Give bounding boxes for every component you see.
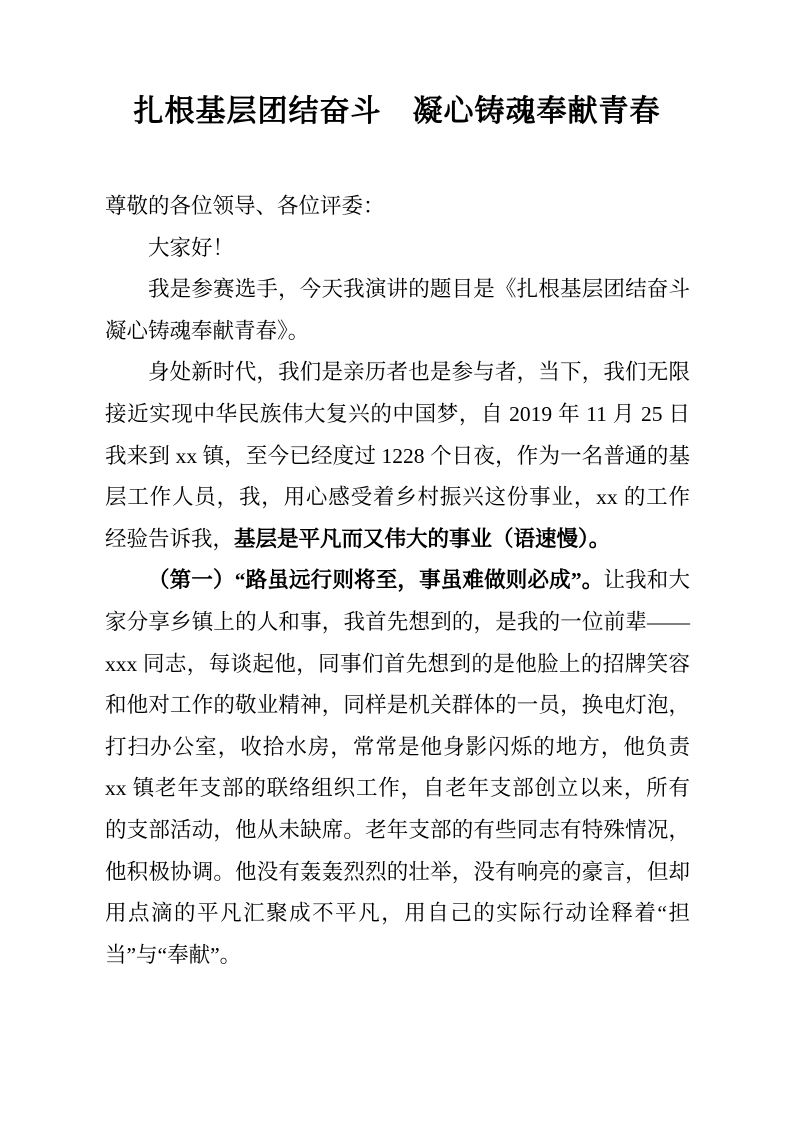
paragraph — [105, 186, 690, 228]
document-body — [0, 186, 794, 976]
paragraph — [105, 560, 690, 976]
text-run: 我是参赛选手，今天我演讲的题目是《扎根基层团结奋斗 凝心铸魂奉献青春》。 — [105, 277, 690, 343]
document-title: 扎根基层团结奋斗 凝心铸魂奉献青春 — [133, 95, 661, 128]
text-run: 基层是平凡而又伟大的事业（语速慢）。 — [234, 526, 611, 551]
text-run: 让我和大家分享乡镇上的人和事，我首先想到的，是我的一位前辈——xxx 同志，每谈起他，同事们首先想到的是他脸上的招牌笑容和他对工作的敬业精神，同样是机关群体的一员，换电灯泡，打扫办公室，收拾水房，常常是他身影闪烁的地方，他负责 xx 镇老年支部的联络组织工作，自老年支部创立以来，所有的支部活动，他从未缺席。老年支部的有些同志有特殊情况，他积极协调。他没有轰轰烈烈的壮举，没有响亮的豪言，但却用点滴的平凡汇聚成不平凡，用自己的实际行动诠释着“担当”与“奉献”。 — [105, 568, 690, 967]
text-run: 尊敬的各位领导、各位评委： — [105, 194, 385, 218]
text-run: 身处新时代，我们是亲历者也是参与者，当下，我们无限接近实现中华民族伟大复兴的中国梦，自 2019 年 11 月 25 日我来到 xx 镇，至今已经度过 1228 个日夜，作为一名普通的基层工作人员，我，用心感受着乡村振兴这份事业，xx 的工作经验告诉我， — [105, 360, 690, 551]
paragraph — [105, 269, 690, 352]
paragraph — [105, 228, 690, 270]
text-run: （第一）“路虽远行则将至，事虽难做则必成”。 — [148, 568, 604, 593]
text-run: 大家好！ — [148, 235, 235, 260]
paragraph — [105, 352, 690, 560]
